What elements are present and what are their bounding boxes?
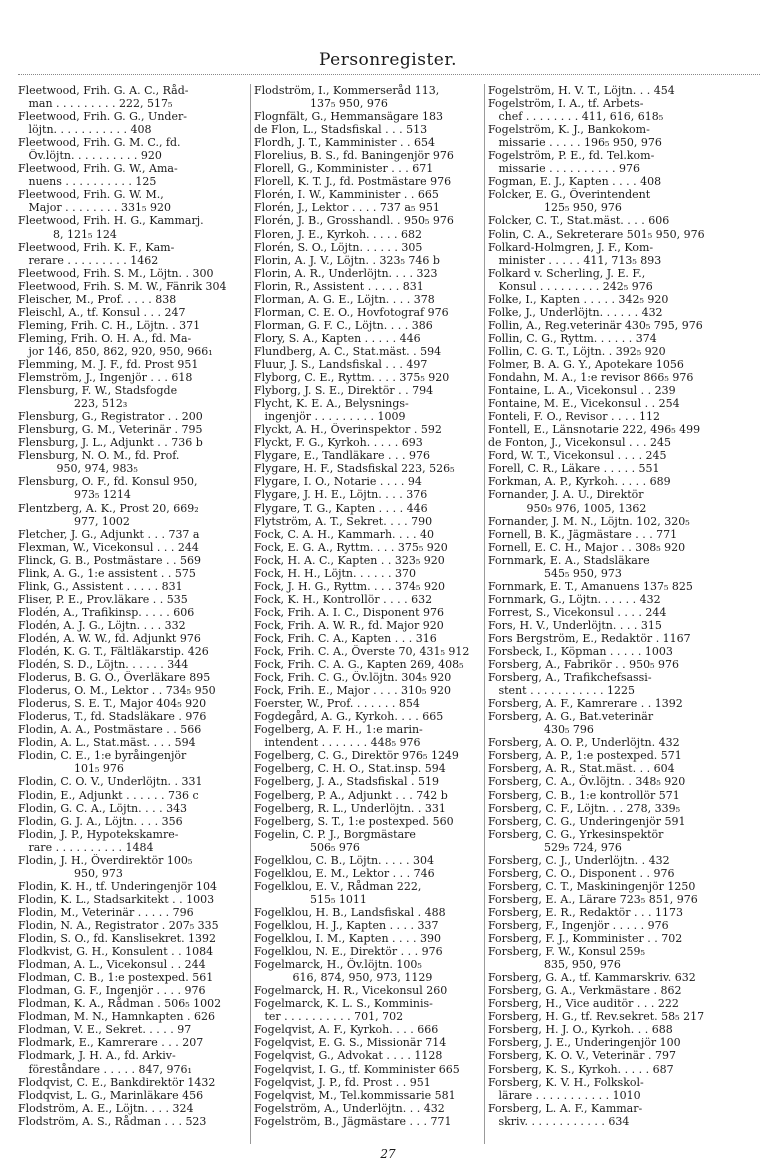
register-entry-line: Flemming, M. J. F., fd. Prost 951 (18, 357, 199, 371)
register-entry-line: Fornander, J. M. N., Löjtn. 102, 320₅ (488, 514, 690, 528)
register-entry-line: Follin, C. G. T., Löjtn. . 392₅ 920 (488, 344, 666, 358)
register-entry-line: skriv. . . . . . . . . . . . 634 (488, 1114, 630, 1128)
register-entry-line: man . . . . . . . . . 222, 517₅ (18, 97, 173, 111)
register-entry-line: Flyborg, C. E., Ryttm. . . . 375₅ 920 (254, 371, 450, 385)
register-entry-line: Fock, H. H., Löjtn. . . . . . 370 (254, 566, 416, 580)
register-entry-line: Flygare, J. H. E., Löjtn. . . . 376 (254, 488, 428, 502)
register-entry-line: Forsberg, K. V. H., Folkskol- (488, 1075, 644, 1089)
register-entry-line: lärare . . . . . . . . . . . 1010 (488, 1088, 641, 1102)
register-entry-line: Flodén, A. W. W., fd. Adjunkt 976 (18, 631, 201, 645)
register-entry-line: Florell, G., Komminister . . . 671 (254, 162, 434, 176)
register-entry-line: Fornell, B. K., Jägmästare . . . 771 (488, 527, 678, 541)
register-entry-line: Florén, J. B., Grosshandl. . 950₅ 976 (254, 214, 454, 228)
register-entry-line: 125₅ 950, 976 (488, 201, 622, 215)
register-entry-line: Forsberg, H., Vice auditör . . . 222 (488, 997, 679, 1011)
register-entry-line: Fock, K. H., Kontrollör . . . . 632 (254, 592, 433, 606)
register-entry-line: Fogelberg, C. G., Direktör 976₅ 1249 (254, 749, 459, 763)
register-entry-line: Forsberg, C. J., Underlöjtn. . 432 (488, 853, 670, 867)
register-entry-line: Flodmark, E., Kamrerare . . . 207 (18, 1036, 204, 1050)
register-entry-line: Fornmark, E. T., Amanuens 137₅ 825 (488, 579, 693, 593)
register-entry-line: ter . . . . . . . . . . 701, 702 (254, 1010, 404, 1024)
register-entry-line: stent . . . . . . . . . . . 1225 (488, 684, 635, 698)
register-entry-line: Fornander, J. A. U., Direktör (488, 488, 644, 502)
register-entry-line: Fleischer, M., Prof. . . . . 838 (18, 292, 177, 306)
register-entry-line: Floderus, T., fd. Stadsläkare . 976 (18, 710, 207, 724)
register-entry-line: Fogelklou, H. B., Landsfiskal . 488 (254, 905, 446, 919)
register-entry-line: Flodin, K. H., tf. Underingenjör 104 (18, 879, 217, 893)
register-entry-line: Fogelström, B., Jägmästare . . . 771 (254, 1114, 452, 1128)
register-entry-line: Fogelberg, A. F. H., 1:e marin- (254, 723, 423, 737)
register-entry-line: Floren, J. E., Kyrkoh. . . . . 682 (254, 227, 423, 241)
register-entry-line: Forrest, S., Vicekonsul . . . . 244 (488, 605, 667, 619)
register-entry-line: Flensburg, G. M., Veterinär . 795 (18, 423, 203, 437)
register-entry-line: Fogelberg, J. A., Stadsfiskal . 519 (254, 775, 439, 789)
register-entry-line: Fogelberg, P. A., Adjunkt . . . 742 b (254, 788, 448, 802)
register-entry-line: Fogelklou, E. M., Lektor . . . 746 (254, 866, 435, 880)
register-entry-line: Forell, C. R., Läkare . . . . . 551 (488, 462, 660, 476)
register-entry-line: 515₅ 1011 (254, 892, 367, 906)
register-entry-line: Flodin, G. J. A., Löjtn. . . . 356 (18, 814, 183, 828)
register-entry-line: Fleetwood, Frih. G. W. M., (18, 188, 164, 202)
register-entry-line: Flory, S. A., Kapten . . . . . 446 (254, 331, 421, 345)
register-entry-line: jor 146, 850, 862, 920, 950, 966₁ (18, 344, 213, 358)
register-entry-line: Fogelklou, C. B., Löjtn. . . . . 304 (254, 853, 435, 867)
register-entry-line: Floderus, B. G. O., Överläkare 895 (18, 671, 211, 685)
register-entry-line: Flensburg, G., Registrator . . 200 (18, 410, 203, 424)
register-entry-line: Forsberg, A., Trafikchefsassi- (488, 671, 652, 685)
register-entry-line: 950, 973 (18, 866, 123, 880)
register-entry-line: Flordh, J. T., Kamminister . . 654 (254, 136, 435, 150)
register-entry-line: 506₅ 976 (254, 840, 360, 854)
register-entry-line: Flyckt, A. H., Överinspektor . 592 (254, 423, 442, 437)
register-entry-line: Flodström, A. E., Löjtn. . . . 324 (18, 1101, 194, 1115)
register-entry-line: Forsberg, H. G., tf. Rev.sekret. 58₅ 217 (488, 1010, 705, 1024)
register-entry-line: Flexman, W., Vicekonsul . . . 244 (18, 540, 199, 554)
register-entry-line: Forsberg, C. B., 1:e kontrollör 571 (488, 788, 680, 802)
register-entry-line: Flodin, N. A., Registrator . 207₅ 335 (18, 919, 219, 932)
register-entry-line: Fors, H. V., Underlöjtn. . . . 315 (488, 618, 662, 632)
register-entry-line: Flodin, M., Veterinär . . . . . 796 (18, 905, 194, 919)
register-entry-line: Florin, A. R., Underlöjtn. . . . 323 (254, 266, 438, 280)
register-entry-line: Forsberg, G. A., tf. Kammarskriv. 632 (488, 971, 696, 985)
register-entry-line: Flodén, A., Trafikinsp. . . . . 606 (18, 605, 195, 619)
register-entry-line: 223, 512₃ (18, 397, 128, 411)
register-entry-line: Flycht, K. E. A., Belysnings- (254, 397, 409, 411)
register-entry-line: Fock, Frih. A. W. R., fd. Major 920 (254, 618, 444, 632)
register-entry-line: Fogelmarck, H., Öv.löjtn. 100₅ (254, 958, 422, 972)
register-entry-line: Fogelström, K. J., Bankokom- (488, 123, 650, 137)
register-entry-line: Flensburg, N. O. M., fd. Prof. (18, 449, 180, 463)
register-entry-line: Fluur, J. S., Landsfiskal . . . 497 (254, 357, 428, 371)
register-entry-line: Fleetwood, Frih. G. G., Under- (18, 110, 187, 124)
register-entry-line: Flyborg, J. S. E., Direktör . . 794 (254, 384, 434, 398)
register-entry-line: Fogelström, A., Underlöjtn. . . 432 (254, 1101, 445, 1115)
register-entry-line: Flodman, V. E., Sekret. . . . . 97 (18, 1023, 192, 1037)
register-entry-line: Fogelqvist, I. G., tf. Komminister 665 (254, 1062, 460, 1076)
register-entry-line: Forsberg, K. O. V., Veterinär . 797 (488, 1049, 677, 1063)
register-entry-line: Flodqvist, L. G., Marinläkare 456 (18, 1088, 204, 1102)
register-entry-line: missarie . . . . . 196₅ 950, 976 (488, 136, 662, 150)
register-entry-line: Fogelmarck, H. R., Vicekonsul 260 (254, 984, 448, 998)
register-entry-line: Fors Bergström, E., Redaktör . 1167 (488, 631, 691, 645)
register-entry-line: Fleetwood, Frih. G. W., Ama- (18, 162, 178, 176)
register-entry-line: löjtn. . . . . . . . . . . 408 (18, 123, 152, 137)
register-entry-line: Fogelin, C. P. J., Borgmästare (254, 827, 416, 841)
register-entry-line: Flensburg, O. F., fd. Konsul 950, (18, 475, 198, 489)
register-entry-line: Flensburg, J. L., Adjunkt . . 736 b (18, 436, 203, 450)
register-entry-line: de Flon, L., Stadsfiskal . . . 513 (254, 123, 428, 137)
register-entry-line: Fleming, Frih. C. H., Löjtn. . 371 (18, 318, 201, 332)
register-entry-line: 8, 121₅ 124 (18, 227, 117, 241)
register-entry-line: Florén, S. O., Löjtn. . . . . . 305 (254, 240, 423, 254)
register-entry-line: Fornell, E. C. H., Major . . 308₅ 920 (488, 540, 686, 554)
register-entry-line: Flodqvist, C. E., Bankdirektör 1432 (18, 1075, 216, 1089)
register-entry-line: Fogelklou, N. E., Direktör . . . 976 (254, 945, 443, 959)
register-entry-line: Forsberg, C. O., Disponent . . 976 (488, 866, 675, 880)
register-entry-line: Folke, J., Underlöjtn. . . . . . 432 (488, 305, 663, 319)
register-entry-line: Forkman, A. P., Kyrkoh. . . . . 689 (488, 475, 671, 489)
register-entry-line: Forsberg, H. J. O., Kyrkoh. . . 688 (488, 1023, 673, 1037)
register-entry-line: Forsberg, F. W., Konsul 259₅ (488, 945, 645, 959)
register-entry-line: Forsberg, C. A., Öv.löjtn. . 348₅ 920 (488, 775, 686, 789)
register-entry-line: Florén, J., Lektor . . . . 737 a₅ 951 (254, 201, 440, 215)
register-entry-line: Flensburg, F. W., Stadsfogde (18, 384, 178, 398)
register-entry-line: Fock, H. A. C., Kapten . . 323₅ 920 (254, 553, 445, 567)
register-entry-line: Fock, J. H. G., Ryttm. . . . 374₅ 920 (254, 579, 445, 593)
register-entry-line: minister . . . . . 411, 713₅ 893 (488, 253, 662, 267)
register-entry-line: Fogman, E. J., Kapten . . . . 408 (488, 175, 662, 189)
register-entry-line: Folkard v. Scherling, J. E. F., (488, 266, 646, 280)
register-entry-line: Fliser, P. E., Prov.läkare . . 535 (18, 592, 188, 606)
register-entry-line: Folke, I., Kapten . . . . . 342₅ 920 (488, 292, 669, 306)
register-entry-line: Flodin, A. L., Stat.mäst. . . . 594 (18, 736, 196, 750)
register-entry-line: Fontaine, L. A., Vicekonsul . . 239 (488, 384, 676, 398)
register-entry-line: Forsberg, E. A., Lärare 723₅ 851, 976 (488, 892, 698, 906)
register-entry-line: Flodin, C. O. V., Underlöjtn. . 331 (18, 775, 203, 789)
register-entry-line: Fleetwood, Frih. S. M., Löjtn. . 300 (18, 266, 214, 280)
register-entry-line: 835, 950, 976 (488, 958, 621, 972)
register-entry-line: Florman, C. E. O., Hovfotograf 976 (254, 305, 449, 319)
register-entry-line: Forsberg, A. P., 1:e postexped. 571 (488, 749, 682, 763)
register-entry-line: Folcker, C. T., Stat.mäst. . . . 606 (488, 214, 670, 228)
register-entry-line: Fleischl, A., tf. Konsul . . . 247 (18, 305, 186, 319)
register-entry-line: Forsberg, C. F., Löjtn. . . 278, 339₅ (488, 801, 681, 815)
register-entry-line: Flyckt, F. G., Kyrkoh. . . . . 693 (254, 436, 423, 450)
register-entry-line: Fondahn, M. A., 1:e revisor 866₅ 976 (488, 371, 694, 385)
register-entry-line: Flodin, E., Adjunkt . . . . . . 736 c (18, 788, 199, 802)
register-entry-line: Floderus, S. E. T., Major 404₅ 920 (18, 697, 207, 711)
register-entry-line: Forsberg, F. J., Komminister . . 702 (488, 932, 683, 946)
register-entry-line: Fornmark, G., Löjtn. . . . . . 432 (488, 592, 661, 606)
register-entry-line: Flodin, J. H., Överdirektör 100₅ (18, 853, 193, 867)
register-entry-line: ingenjör . . . . . . . . . 1009 (254, 410, 406, 424)
register-entry-line: Fontell, E., Länsnotarie 222, 496₅ 499 (488, 423, 701, 437)
register-column-2 (250, 84, 482, 1144)
register-entry-line: föreståndare . . . . . 847, 976₁ (18, 1062, 192, 1076)
register-entry-line: Forsberg, A. O. P., Underlöjtn. 432 (488, 736, 680, 750)
register-entry-line: Fleetwood, Frih. G. A. C., Råd- (18, 84, 189, 97)
register-entry-line: de Fonton, J., Vicekonsul . . . 245 (488, 436, 671, 450)
register-entry-line: Fogelström, I. A., tf. Arbets- (488, 97, 644, 111)
register-entry-line: Fleetwood, Frih. G. M. C., fd. (18, 136, 181, 150)
register-entry-line: 977, 1002 (18, 514, 130, 528)
register-entry-line: rare . . . . . . . . . . 1484 (18, 840, 154, 854)
register-entry-line: Flodin, J. P., Hypotekskamre- (18, 827, 179, 841)
register-entry-line: Follin, C. G., Ryttm. . . . . . 374 (488, 331, 657, 345)
register-entry-line: Forsberg, F., Ingenjör . . . . . 976 (488, 919, 669, 932)
register-entry-line: Flentzberg, A. K., Prost 20, 669₂ (18, 501, 199, 515)
register-entry-line: 101₅ 976 (18, 762, 124, 776)
register-entry-line: Fogelberg, S. T., 1:e postexped. 560 (254, 814, 454, 828)
register-entry-line: Fogelklou, E. V., Rådman 222, (254, 879, 422, 893)
register-entry-line: Forsberg, A. R., Stat.mäst. . . 604 (488, 762, 675, 776)
register-entry-line: Flodman, C. B., 1:e postexped. 561 (18, 971, 214, 985)
register-entry-line: Florman, G. F. C., Löjtn. . . . 386 (254, 318, 433, 332)
register-entry-line: Fogelqvist, E. G. S., Missionär 714 (254, 1036, 447, 1050)
register-entry-line: Fock, Frih. A. I. C., Disponent 976 (254, 605, 444, 619)
register-entry-line: Fogelqvist, A. F., Kyrkoh. . . . 666 (254, 1023, 439, 1037)
register-entry-line: 973₅ 1214 (18, 488, 131, 502)
register-entry-line: Flodén, S. D., Löjtn. . . . . . 344 (18, 658, 189, 672)
register-entry-line: Flodmark, J. H. A., fd. Arkiv- (18, 1049, 176, 1063)
register-entry-line: Florin, A. J. V., Löjtn. . 323₅ 746 b (254, 253, 440, 267)
register-entry-line: Flodin, A. A., Postmästare . . 566 (18, 723, 202, 737)
register-entry-line: Flundberg, A. C., Stat.mäst. . 594 (254, 344, 442, 358)
register-entry-line: Flodman, A. L., Vicekonsul . . 244 (18, 958, 206, 972)
register-entry-line: 137₅ 950, 976 (254, 97, 388, 111)
register-entry-line: Fornmark, E. A., Stadsläkare (488, 553, 650, 567)
register-entry-line: Flodin, K. L., Stadsarkitekt . . 1003 (18, 892, 215, 906)
register-entry-line: Flemström, J., Ingenjör . . . 618 (18, 371, 193, 385)
register-entry-line: Flink, G., Assistent . . . . . 831 (18, 579, 183, 593)
register-entry-line: Fock, C. A. H., Kammarh. . . . 40 (254, 527, 435, 541)
register-entry-line: Florelius, B. S., fd. Baningenjör 976 (254, 149, 454, 163)
register-entry-line: Follin, A., Reg.veterinär 430₅ 795, 976 (488, 318, 703, 332)
register-entry-line: Florén, I. W., Kamminister . . 665 (254, 188, 439, 202)
register-entry-line: Flodkvist, G. H., Konsulent . . 1084 (18, 945, 214, 959)
register-entry-line: Flodman, G. F., Ingenjör . . . . 976 (18, 984, 206, 998)
register-entry-line: Fonteli, F. O., Revisor . . . . 112 (488, 410, 660, 424)
register-entry-line: 430₅ 796 (488, 723, 594, 737)
register-entry-line: Konsul . . . . . . . . . 242₅ 976 (488, 279, 653, 293)
register-entry-line: Flodén, A. J. G., Löjtn. . . . 332 (18, 618, 186, 632)
register-entry-line: Florman, A. G. E., Löjtn. . . . 378 (254, 292, 435, 306)
register-entry-line: Fogdegård, A. G., Kyrkoh. . . . 665 (254, 710, 444, 724)
register-entry-line: 545₅ 950, 973 (488, 566, 622, 580)
register-entry-line: nuens . . . . . . . . . . 125 (18, 175, 157, 189)
register-entry-line: rerare . . . . . . . . . 1462 (18, 253, 159, 267)
register-entry-line: Fleetwood, Frih. K. F., Kam- (18, 240, 175, 254)
register-entry-line: Flodén, K. G. T., Fältläkarstip. 426 (18, 645, 209, 659)
register-entry-line: Forsberg, C. T., Maskiningenjör 1250 (488, 879, 696, 893)
register-entry-line: Fogelberg, C. H. O., Stat.insp. 594 (254, 762, 446, 776)
register-entry-line: Flygare, I. O., Notarie . . . . 94 (254, 475, 422, 489)
register-entry-line: Fogelberg, R. L., Underlöjtn. . 331 (254, 801, 446, 815)
register-entry-line: Flognfält, G., Hemmansägare 183 (254, 110, 444, 124)
register-entry-line: Folcker, E. G., Överintendent (488, 188, 651, 202)
register-entry-line: Foerster, W., Prof. . . . . . . 854 (254, 697, 420, 711)
register-entry-line: Florell, K. T. J., fd. Postmästare 976 (254, 175, 452, 189)
register-entry-line: Forsberg, K. S., Kyrkoh. . . . . 687 (488, 1062, 674, 1076)
register-entry-line: 950, 974, 983₅ (18, 462, 138, 476)
register-entry-line: Öv.löjtn. . . . . . . . . . 920 (18, 149, 162, 163)
register-entry-line: Folmer, B. A. G. Y., Apotekare 1056 (488, 357, 684, 371)
register-entry-line: Forsberg, E. R., Redaktör . . . 1173 (488, 905, 684, 919)
register-entry-line: 950₅ 976, 1005, 1362 (488, 501, 647, 515)
register-entry-line: missarie . . . . . . . . . . 976 (488, 162, 640, 176)
register-entry-line: Fogelqvist, J. P., fd. Prost . . 951 (254, 1075, 431, 1089)
register-entry-line: Fogelqvist, G., Advokat . . . . 1128 (254, 1049, 443, 1063)
register-entry-line: Fogelström, P. E., fd. Tel.kom- (488, 149, 655, 163)
register-entry-line: Fogelklou, H. J., Kapten . . . . 337 (254, 919, 439, 932)
header-rule (18, 74, 760, 75)
register-entry-line: Fleming, Frih. O. H. A., fd. Ma- (18, 331, 192, 345)
register-entry-line: Fontaine, M. E., Vicekonsul . . 254 (488, 397, 680, 411)
register-entry-line: Forsberg, G. A., Verkmästare . 862 (488, 984, 682, 998)
register-entry-line: Florin, R., Assistent . . . . . 831 (254, 279, 424, 293)
register-entry-line: Ford, W. T., Vicekonsul . . . . 245 (488, 449, 667, 463)
register-entry-line: Fleetwood, Frih. H. G., Kammarj. (18, 214, 204, 228)
register-entry-line: intendent . . . . . . . 448₅ 976 (254, 736, 421, 750)
register-entry-line: Flygare, H. F., Stadsfiskal 223, 526₅ (254, 462, 455, 476)
register-entry-line: Flodström, A. S., Rådman . . . 523 (18, 1114, 207, 1128)
register-entry-line: Forsberg, A., Fabrikör . . 950₅ 976 (488, 658, 680, 672)
register-entry-line: Flodin, S. O., fd. Kanslisekret. 1392 (18, 932, 217, 946)
register-entry-line: Fogelqvist, M., Tel.kommissarie 581 (254, 1088, 456, 1102)
register-entry-line: Flodström, I., Kommerseråd 113, (254, 84, 440, 97)
register-entry-line: Major . . . . . . . . 331₅ 920 (18, 201, 171, 215)
register-entry-line: Fock, E. G. A., Ryttm. . . . 375₅ 920 (254, 540, 448, 554)
register-entry-line: Flodin, C. E., 1:e byråingenjör (18, 749, 187, 763)
register-entry-line: Forsberg, J. E., Underingenjör 100 (488, 1036, 681, 1050)
register-entry-line: Flodin, G. C. A., Löjtn. . . . 343 (18, 801, 188, 815)
register-entry-line: Folkard-Holmgren, J. F., Kom- (488, 240, 654, 254)
register-entry-line: Forsberg, A. F., Kamrerare . . 1392 (488, 697, 683, 711)
register-entry-line: Flinck, G. B., Postmästare . . 569 (18, 553, 202, 567)
register-entry-line: 616, 874, 950, 973, 1129 (254, 971, 433, 985)
register-entry-line: Fleetwood, Frih. S. M. W., Fänrik 304 (18, 279, 227, 293)
register-entry-line: Fletcher, J. G., Adjunkt . . . 737 a (18, 527, 200, 541)
register-entry-line: Flodman, M. N., Hamnkapten . 626 (18, 1010, 215, 1024)
register-entry-line: Forsberg, C. G., Underingenjör 591 (488, 814, 686, 828)
register-entry-line: Flodman, K. A., Rådman . 506₅ 1002 (18, 997, 222, 1011)
register-entry-line: Forsberg, A. G., Bat.veterinär (488, 710, 654, 724)
register-entry-line: Folin, C. A., Sekreterare 501₅ 950, 976 (488, 227, 705, 241)
register-entry-line: Flygare, T. G., Kapten . . . . 446 (254, 501, 428, 515)
register-entry-line: Fogelmarck, K. L. S., Komminis- (254, 997, 433, 1011)
register-entry-line: Fock, Frih. C. G., Öv.löjtn. 304₅ 920 (254, 671, 452, 685)
register-entry-line: Flytström, A. T., Sekret. . . . 790 (254, 514, 433, 528)
page-title: Personregister. (318, 50, 458, 70)
register-entry-line: Fock, Frih. E., Major . . . . 310₅ 920 (254, 684, 451, 698)
register-entry-line: Fock, Frih. C. A., Överste 70, 431₅ 912 (254, 645, 470, 659)
register-entry-line: Forsberg, C. G., Yrkesinspektör (488, 827, 664, 841)
register-entry-line: Floderus, O. M., Lektor . . 734₅ 950 (18, 684, 216, 698)
register-entry-line: Fock, Frih. C. A., Kapten . . . 316 (254, 631, 437, 645)
register-entry-line: Forsbeck, I., Köpman . . . . . 1003 (488, 645, 673, 659)
register-entry-line: Fogelström, H. V. T., Löjtn. . . 454 (488, 84, 675, 97)
register-entry-line: Forsberg, L. A. F., Kammar- (488, 1101, 643, 1115)
register-column-1 (18, 84, 244, 1144)
register-entry-line: chef . . . . . . . . 411, 616, 618₅ (488, 110, 664, 124)
register-entry-line: Fogelklou, I. M., Kapten . . . . 390 (254, 932, 441, 946)
register-column-3 (484, 84, 762, 1144)
page-number: 27 (380, 1147, 396, 1161)
register-entry-line: Flink, A. G., 1:e assistent . . 575 (18, 566, 196, 580)
register-entry-line: 529₅ 724, 976 (488, 840, 622, 854)
register-entry-line: Flygare, E., Tandläkare . . . 976 (254, 449, 430, 463)
register-entry-line: Fock, Frih. C. A. G., Kapten 269, 408₅ (254, 658, 464, 672)
